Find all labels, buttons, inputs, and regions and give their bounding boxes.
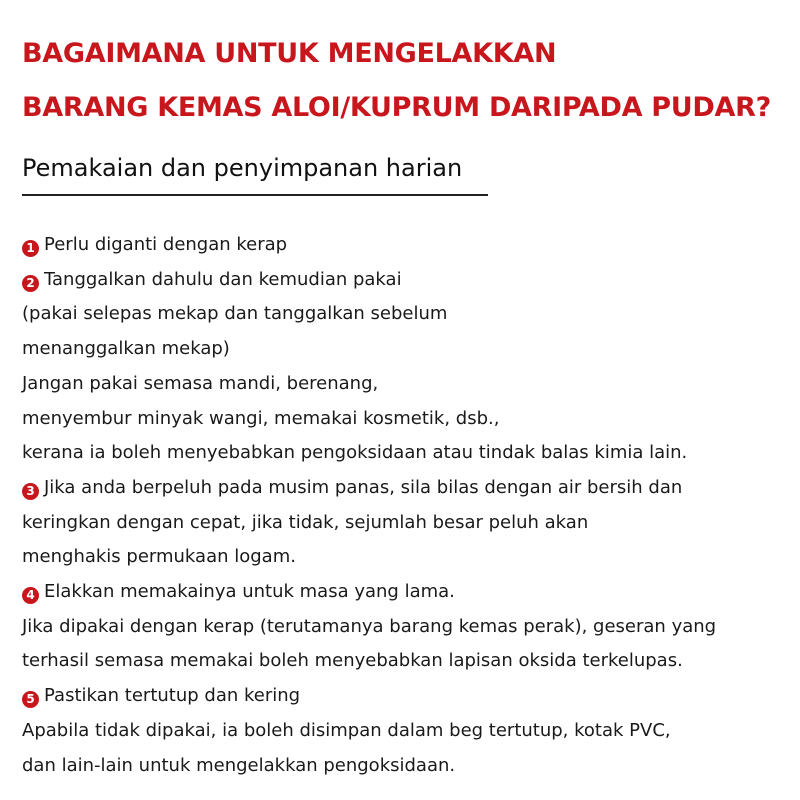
body-line [22, 548, 296, 566]
line-text: Jika dipakai dengan kerap (terutamanya barang kemas perak), geseran yang [22, 615, 717, 637]
line-text: kerana ia boleh menyebabkan pengoksidaan atau tindak balas kimia lain. [22, 442, 688, 464]
number-badge: 5 [22, 691, 39, 708]
number-badge: 1 [22, 240, 39, 257]
number-badge: 3 [22, 483, 39, 500]
number-badge: 2 [22, 275, 39, 292]
line-text: dan lain-lain untuk mengelakkan pengoksidaan. [22, 754, 456, 776]
number-badge: 4 [22, 587, 39, 604]
line-text: Pastikan tertutup dan kering [44, 685, 301, 707]
body-line [22, 444, 687, 462]
line-text: Tanggalkan dahulu dan kemudian pakai [44, 268, 402, 290]
numbered-item [22, 476, 683, 500]
line-text: Elakkan memakainya untuk masa yang lama. [44, 581, 455, 602]
line-text: menanggalkan mekap) [22, 338, 230, 360]
body-line [22, 652, 683, 670]
line-text: (pakai selepas mekap dan tanggalkan sebelum [22, 303, 448, 325]
title-line-2: BARANG KEMAS ALOI/KUPRUM DARIPADA PUDAR? [22, 92, 771, 123]
body-line [22, 511, 589, 533]
body-line [22, 719, 671, 741]
numbered-item [22, 687, 300, 708]
line-text: terhasil semasa memakai boleh menyebabkan lapisan oksida terkelupas. [22, 650, 683, 672]
body-line [22, 754, 456, 776]
line-text: Perlu diganti dengan kerap [44, 234, 288, 255]
numbered-item [22, 268, 402, 292]
line-text: menghakis permukaan logam. [22, 546, 296, 568]
section-heading: Pemakaian dan penyimpanan harian [22, 154, 463, 182]
body-line [22, 372, 379, 394]
body-line [22, 340, 230, 358]
line-text: menyembur minyak wangi, memakai kosmetik, dsb., [22, 407, 500, 429]
line-text: Jika anda berpeluh pada musim panas, sila bilas dengan air bersih dan [44, 476, 683, 498]
line-text: keringkan dengan cepat, jika tidak, sejumlah besar peluh akan [22, 511, 589, 533]
line-text: Jangan pakai semasa mandi, berenang, [22, 372, 379, 394]
body-line [22, 305, 447, 323]
body-line [22, 615, 717, 637]
line-text: Apabila tidak dipakai, ia boleh disimpan dalam beg tertutup, kotak PVC, [22, 719, 671, 741]
title-line-1: BAGAIMANA UNTUK MENGELAKKAN [22, 38, 557, 69]
numbered-item [22, 583, 455, 604]
body-line [22, 407, 500, 429]
heading-underline [22, 194, 488, 196]
numbered-item [22, 236, 287, 257]
